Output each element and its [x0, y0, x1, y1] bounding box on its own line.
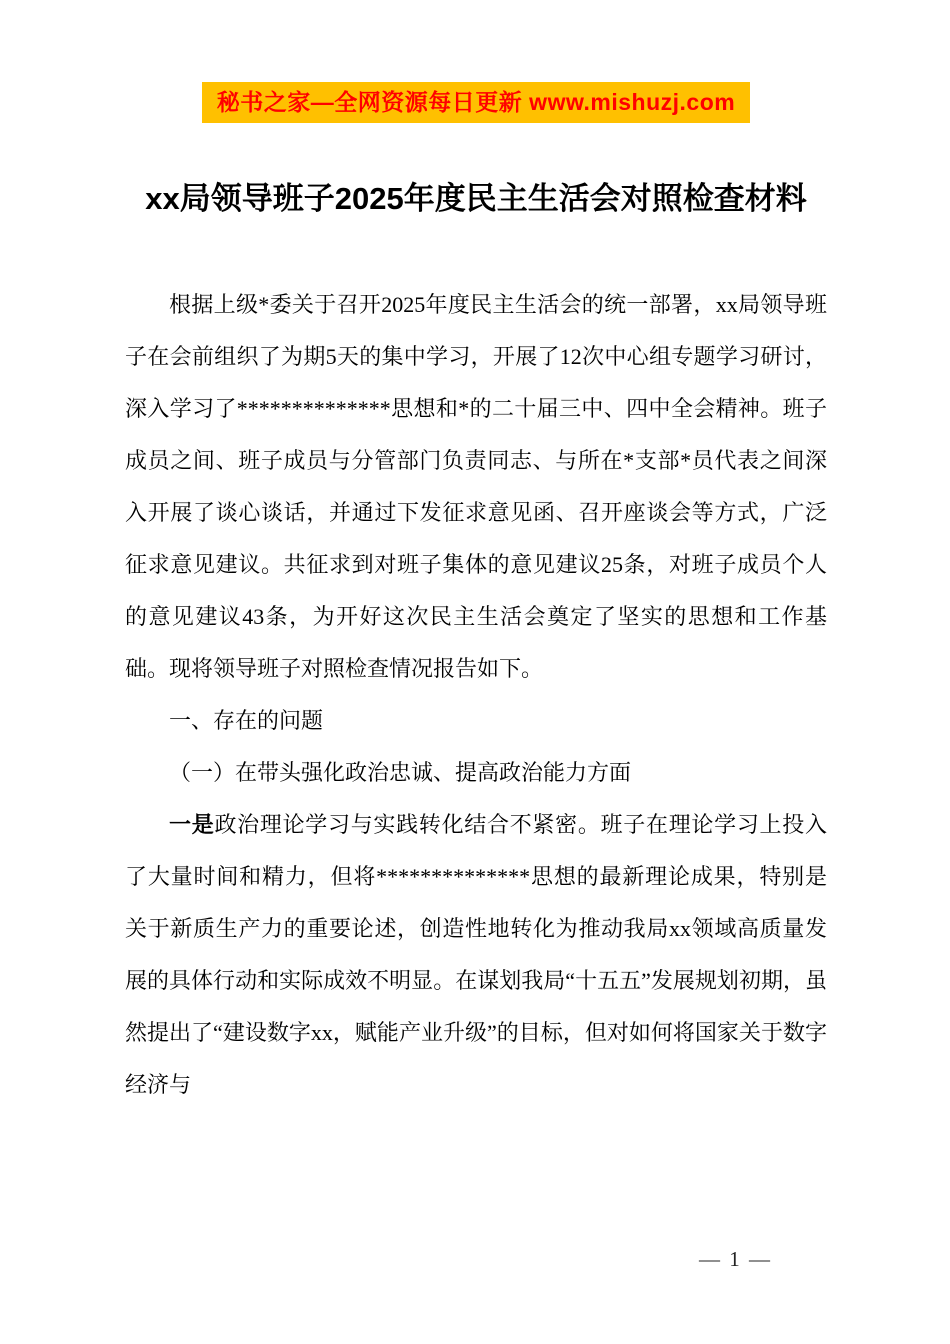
banner-text: 秘书之家—全网资源每日更新 www.mishuzj.com [216, 89, 736, 115]
page-number: — 1 — [699, 1247, 772, 1271]
document-title: xx局领导班子2025年度民主生活会对照检查材料 [145, 181, 807, 216]
document-body [125, 279, 827, 1111]
point-1-text: 政治理论学习与实践转化结合不紧密。班子在理论学习上投入了大量时间和精力，但将**************思想的最新理论成果，特别是关于新质生产力的重要论述，创造性地转化为推动我局xx领域高质量发展的具体行动和实际成效不明显。在谋划我局“十五五”发展规划初期，虽然提出了“建设数字xx，赋能产业升级”的目标，但对如何将国家关于数字经济与 [125, 812, 827, 1097]
paragraph-intro: 根据上级*委关于召开2025年度民主生活会的统一部署，xx局领导班子在会前组织了为期5天的集中学习，开展了12次中心组专题学习研讨，深入学习了**************思想和*的二十届三中、四中全会精神。班子成员之间、班子成员与分管部门负责同志、与所在*支部*员代表之间深入开展了谈心谈话，并通过下发征求意见函、召开座谈会等方式，广泛征求意见建议。共征求到对班子集体的意见建议25条，对班子成员个人的意见建议43条，为开好这次民主生活会奠定了坚实的思想和工作基础。现将领导班子对照检查情况报告如下。 [125, 292, 827, 681]
subsection-heading-1: （一）在带头强化政治忠诚、提高政治能力方面 [169, 760, 632, 785]
point-1-lead: 一是 [169, 812, 215, 837]
paragraph-point-1 [125, 799, 827, 1111]
section-heading-1: 一、存在的问题 [169, 708, 324, 733]
site-banner [202, 82, 750, 123]
